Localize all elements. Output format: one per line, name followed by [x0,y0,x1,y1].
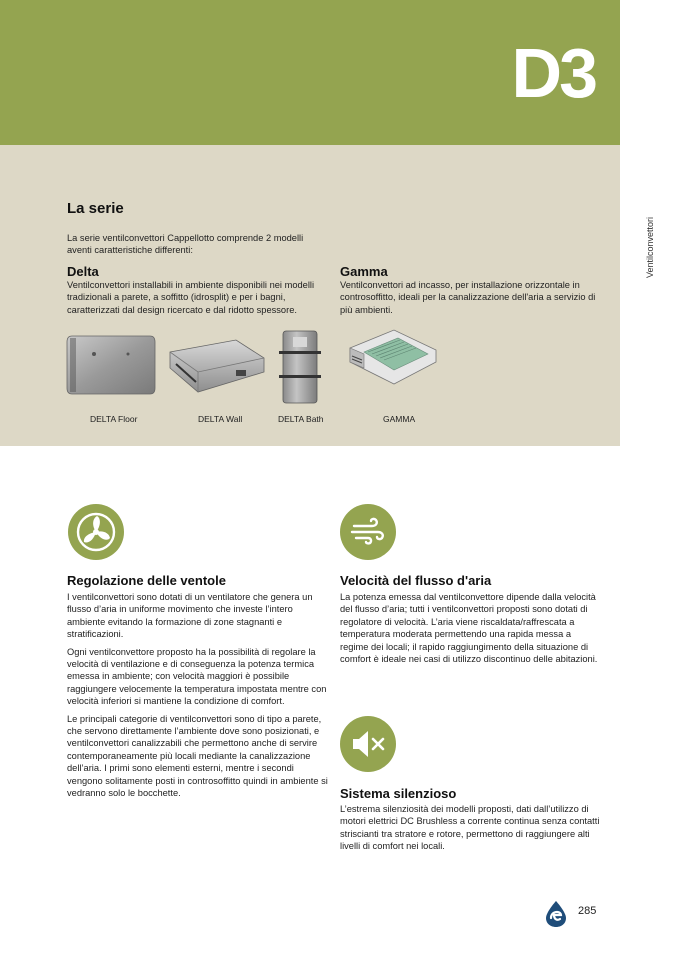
regolazione-paragraph: Le principali categorie di ventilconvettori sono di tipo a parete, che servono direttamente l’ambiente dove sono posizionati, e ventilconvettori canalizzabili che permettono anche di servire contemporaneamente più locali mediante la canalizzazione dell’aria. I primi sono elementi esterni, mentre i secondi vengono solitamente posti in controsoffitto quindi in ambiente si vedranno solo le bocchette. [67,713,328,799]
velocita-title: Velocità del flusso d'aria [340,573,492,588]
silenzioso-title: Sistema silenzioso [340,786,457,801]
brand-logo-icon [543,900,569,928]
section-code: D3 [511,34,595,112]
serie-intro: La serie ventilconvettori Cappellotto comprende 2 modelli aventi caratteristiche differenti: [67,233,304,256]
gamma-image [342,328,440,386]
delta-wall-image [166,338,266,398]
delta-text: Ventilconvettori installabili in ambiente disponibili nei modelli tradizionali a parete, a soffitto (idrosplit) e per i bagni, caratterizzati dal design ricercato e dal ridotto spessore. [67,280,315,315]
delta-floor-image [66,334,156,396]
gamma-title: Gamma [340,264,388,279]
page-number: 285 [578,905,597,917]
caption-delta-wall: DELTA Wall [198,414,243,424]
serie-title: La serie [67,200,124,217]
caption-gamma: GAMMA [383,414,416,424]
regolazione-body [67,591,329,805]
velocita-text: La potenza emessa dal ventilconvettore dipende dalla velocità del flusso d’aria; tutti i ventilconvettori proposti sono dotati di regolatore di velocità. L’aria viene riscaldata/raffrescata a temperatura moderata permettendo una rapida messa a regime dei locali; il rapido raggiungimento della situazione di comfort è ideale nei casi di utilizzo discontinuo delle abitazioni. [340,592,598,665]
caption-delta-floor: DELTA Floor [90,414,138,424]
silenzioso-text: L’estrema silenziosità dei modelli proposti, dati dall’utilizzo di motori elettrici DC Brushless a corrente continua senza contatti striscianti tra stratore e rotore, permettono di raggiungere alti livelli di comfort nei locali. [340,804,600,852]
delta-title: Delta [67,264,99,279]
side-section-label: Ventilconvettori [645,216,655,278]
gamma-text: Ventilconvettori ad incasso, per installazione orizzontale in controsoffitto, ideali per la canalizzazione dell'aria a servizio di più ambienti. [340,280,596,315]
mute-icon [340,716,396,772]
regolazione-paragraph: Ogni ventilconvettore proposto ha la possibilità di regolare la velocità di ventilazione e di conseguenza la potenza termica emessa in ambiente; con velocità maggiori è possibile raggiungere velocemente la temperatura impostata mentre con velocità inferiori si mantiene la condizione di comfort. [67,646,327,707]
airflow-icon [340,504,396,560]
fan-icon [68,504,124,560]
regolazione-title: Regolazione delle ventole [67,573,226,588]
delta-bath-image [279,329,321,405]
regolazione-paragraph: I ventilconvettori sono dotati di un ventilatore che genera un flusso d’aria in uniforme movimento che investe l’intero ambiente evitando la formazione di zone stagnanti e stratificazioni. [67,592,313,640]
caption-delta-bath: DELTA Bath [278,414,324,424]
